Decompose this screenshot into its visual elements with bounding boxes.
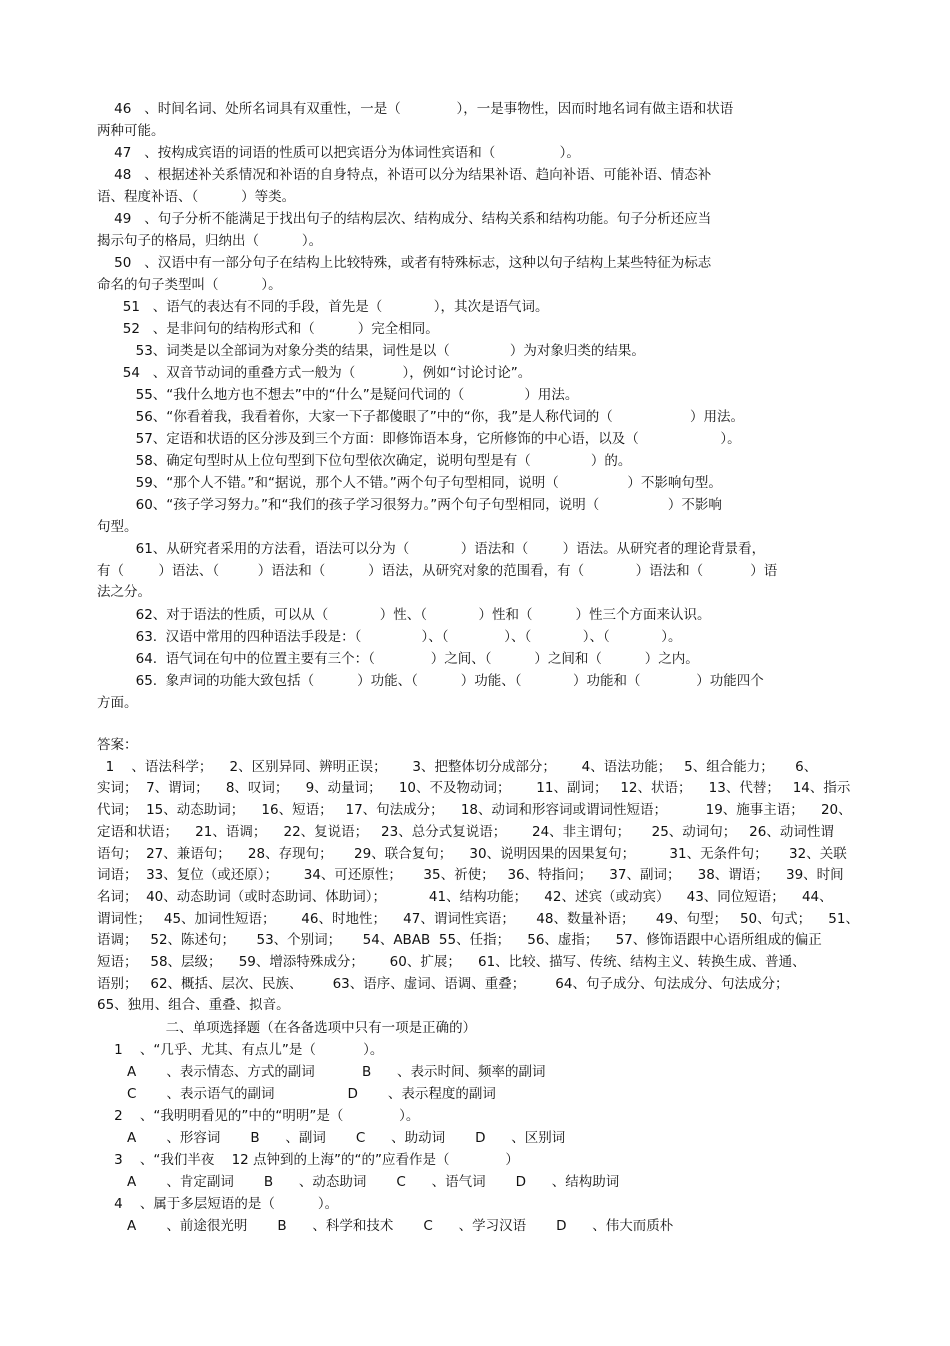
- question-58: [97, 451, 857, 473]
- question-line: 60、“孩子学习努力。”和“我们的孩子学习很努力。”两个句子句型相同，说明（ ）不影响: [97, 497, 722, 513]
- question-51: [97, 297, 857, 319]
- question-64: [97, 649, 857, 671]
- answer-line: 语句； 27、兼语句； 28、存现句； 29、联合复句； 30、说明因果的因果复句； 31、无条件句； 32、关联: [97, 845, 847, 862]
- question-line: 句型。: [97, 518, 138, 535]
- question-line: 50 、汉语中有一部分句子在结构上比较特殊，或者有特殊标志，这种以句子结构上某些特征为标志: [97, 255, 712, 271]
- question-57: [97, 429, 857, 451]
- question-line: 56、“你看着我，我看着你，大家一下子都傻眼了”中的“你，我”是人称代词的（ ）用法。: [97, 409, 745, 425]
- question-48: [97, 165, 857, 208]
- question-line: 有（ ）语法、（ ）语法和（ ）语法，从研究对象的范围看，有（ ）语法和（ ）语: [97, 562, 778, 579]
- answer-line: 语别； 62、概括、层次、民族、 63、语序、虚词、语调、重叠； 64、句子成分、句法成分、句法成分；: [97, 975, 789, 992]
- question-61: [97, 539, 857, 604]
- question-line: 52 、是非问句的结构形式和（ ）完全相同。: [97, 321, 439, 337]
- question-line: 46 、时间名词、处所名词具有双重性，一是（ ），一是事物性，因而时地名词有做主语和状语: [97, 101, 734, 117]
- choice-question-3: 3 、“我们半夜 12 点钟到的上海”的“的”应看作是（ ）: [97, 1152, 519, 1168]
- question-62: [97, 605, 857, 627]
- question-line: 65. 象声词的功能大致包括（ ）功能、（ ）功能、（ ）功能和（ ）功能四个: [97, 673, 764, 689]
- question-line: 55、“我什么地方也不想去”中的“什么”是疑问代词的（ ）用法。: [97, 387, 579, 403]
- answers-block: [97, 735, 862, 1017]
- answers-heading: 答案：: [97, 737, 138, 753]
- answer-line: 名词； 40、动态助词（或时态助词、体助词）； 41、结构功能； 42、述宾（或动宾） 43、同位短语； 44、: [97, 888, 833, 905]
- question-line: 48 、根据述补关系情况和补语的自身特点，补语可以分为结果补语、趋向补语、可能补语、情态补: [97, 167, 712, 183]
- choice-options: C 、表示语气的副词 D 、表示程度的副词: [97, 1086, 496, 1102]
- answer-line: 65、独用、组合、重叠、拟音。: [97, 997, 290, 1014]
- question-line: 62、对于语法的性质，可以从（ ）性、（ ）性和（ ）性三个方面来认识。: [97, 607, 711, 623]
- question-55: [97, 385, 857, 407]
- question-59: [97, 473, 857, 495]
- question-line: 语、程度补语、（ ）等类。: [97, 188, 296, 205]
- answer-line: 谓词性； 45、加词性短语； 46、时地性； 47、谓词性宾语； 48、数量补语； 49、句型； 50、句式； 51、: [97, 910, 859, 927]
- question-line: 49 、句子分析不能满足于找出句子的结构层次、结构成分、结构关系和结构功能。句子分析还应当: [97, 211, 712, 227]
- question-line: 61、从研究者采用的方法看，语法可以分为（ ）语法和（ ）语法。从研究者的理论背景看，: [97, 541, 766, 557]
- answer-line: 实词； 7、谓词； 8、叹词； 9、动量词； 10、不及物动词； 11、副词； 12、状语； 13、代替； 14、指示: [97, 780, 851, 797]
- answer-line: 短语； 58、层级； 59、增添特殊成分； 60、扩展； 61、比较、描写、传统、结构主义、转换生成、普通、: [97, 954, 806, 971]
- question-line: 58、确定句型时从上位句型到下位句型依次确定，说明句型是有（ ）的。: [97, 453, 632, 469]
- question-63: [97, 627, 857, 649]
- question-line: 57、定语和状语的区分涉及到三个方面：即修饰语本身，它所修饰的中心语，以及（ ）。: [97, 431, 741, 447]
- question-line: 揭示句子的格局，归纳出（ ）。: [97, 232, 323, 249]
- question-line: 51 、语气的表达有不同的手段，首先是（ ），其次是语气词。: [97, 299, 549, 315]
- question-line: 53、词类是以全部词为对象分类的结果，词性是以（ ）为对象归类的结果。: [97, 343, 645, 359]
- choice-question-2: 2 、“我明明看见的”中的“明明”是（ ）。: [97, 1108, 420, 1124]
- question-line: 64. 语气词在句中的位置主要有三个：（ ）之间、（ ）之间和（ ）之内。: [97, 651, 699, 667]
- answer-line: 词语； 33、复位（或还原）； 34、可还原性； 35、祈使； 36、特指问； 37、副词； 38、谓语； 39、时间: [97, 867, 844, 884]
- question-line: 54 、双音节动词的重叠方式一般为（ ），例如“讨论讨论”。: [97, 365, 532, 381]
- question-49: [97, 209, 857, 252]
- question-54: [97, 363, 857, 385]
- question-65: [97, 671, 857, 714]
- question-52: [97, 319, 857, 341]
- question-line: 方面。: [97, 694, 138, 711]
- question-line: 法之分。: [97, 584, 151, 600]
- answer-line: 代词； 15、动态助词； 16、短语； 17、句法成分； 18、动词和形容词或谓词性短语； 19、施事主语； 20、: [97, 802, 852, 819]
- answer-line: 1 、语法科学； 2、区别异同、辨明正误； 3、把整体切分成部分； 4、语法功能； 5、组合能力； 6、: [97, 758, 818, 775]
- question-line: 63. 汉语中常用的四种语法手段是：（ ）、（ ）、（ ）、（ ）。: [97, 629, 682, 645]
- choice-question-1: 1 、“几乎、尤其、有点儿”是（ ）。: [97, 1042, 384, 1058]
- question-line: 命名的句子类型叫（ ）。: [97, 276, 282, 293]
- question-50: [97, 253, 857, 296]
- section-title: 二、单项选择题（在各备选项中只有一项是正确的）: [97, 1020, 477, 1036]
- question-46: [97, 99, 857, 142]
- choice-options: A 、前途很光明 B 、科学和技术 C 、学习汉语 D 、伟大而质朴: [97, 1218, 674, 1234]
- question-56: [97, 407, 857, 429]
- answer-line: 语调； 52、陈述句； 53、个别词； 54、ABAB 55、任指； 56、虚指； 57、修饰语跟中心语所组成的偏正: [97, 932, 822, 949]
- answer-line: 定语和状语； 21、语调； 22、复说语； 23、总分式复说语； 24、非主谓句； 25、动词句； 26、动词性谓: [97, 823, 834, 840]
- choice-options: A 、表示情态、方式的副词 B 、表示时间、频率的副词: [97, 1064, 546, 1080]
- question-60: [97, 495, 857, 538]
- question-line: 59、“那个人不错。”和“据说，那个人不错。”两个句子句型相同，说明（ ）不影响句型。: [97, 475, 722, 491]
- choice-options: A 、形容词 B 、副词 C 、助动词 D 、区别词: [97, 1130, 566, 1146]
- choice-question-4: 4 、属于多层短语的是（ ）。: [97, 1196, 339, 1212]
- question-line: 47 、按构成宾语的词语的性质可以把宾语分为体词性宾语和（ ）。: [97, 145, 580, 161]
- section-single-choice: [97, 1017, 862, 1237]
- question-line: 两种可能。: [97, 122, 165, 139]
- question-47: [97, 143, 857, 165]
- question-53: [97, 341, 857, 363]
- choice-options: A 、肯定副词 B 、动态助词 C 、语气词 D 、结构助词: [97, 1174, 620, 1190]
